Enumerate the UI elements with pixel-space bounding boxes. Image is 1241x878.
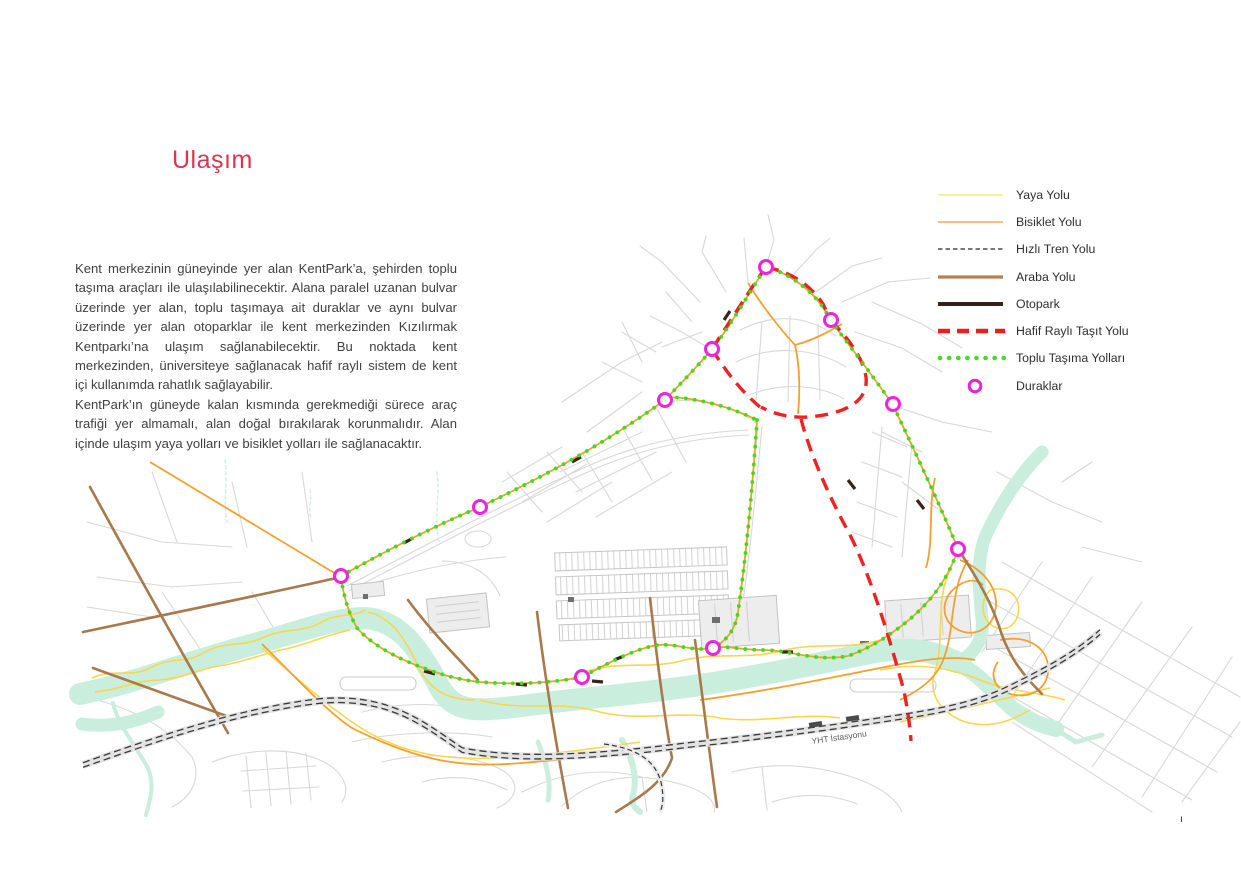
legend-item-duraklar xyxy=(935,372,1175,399)
legend-item-hizli-tren xyxy=(935,236,1175,263)
stop-marker xyxy=(659,394,672,407)
legend-item-otopark xyxy=(935,290,1175,317)
legend-item-hafif-rayli xyxy=(935,317,1175,344)
legend-item-araba-yolu xyxy=(935,263,1175,290)
stop-marker xyxy=(760,261,773,274)
bicycle-line-icon xyxy=(935,214,1007,230)
pedestrian-line-icon xyxy=(935,187,1007,203)
rail-dashed-line-icon xyxy=(935,241,1007,257)
legend-label: Bisiklet Yolu xyxy=(1016,214,1082,229)
stop-marker xyxy=(335,570,348,583)
intro-paragraph-1: Kent merkezinin güneyinde yer alan KentPark’a, şehirden toplu taşıma araçları ile ulaşılabilinecektir. Alana paralel uzanan bulvar üzerinde yer alan, toplu taşımaya ait duraklar ve aynı bulvar üzerinde yer alan otoparklar ile kent merkezinden Kızılırmak Kentparkı’na ulaşım sağlanabilecektir. Bu noktada kent merkezinden, üniversiteye sağlanacak hafif raylı sistem de kent içi kullanımda rahatlık sağlayabilir. xyxy=(75,261,457,393)
legend-item-bisiklet-yolu xyxy=(935,208,1175,235)
legend-item-yaya-yolu xyxy=(935,181,1175,208)
stop-marker xyxy=(576,671,589,684)
stop-marker xyxy=(825,314,838,327)
stop-marker xyxy=(887,398,900,411)
legend-label: Toplu Taşıma Yolları xyxy=(1016,351,1126,366)
station-label: YHT İstasyonu xyxy=(810,728,868,746)
light-rail-dashed-icon xyxy=(935,323,1007,339)
intro-paragraph-2: KentPark’ın güneyde kalan kısmında gerekmediği sürece araç trafiği yer almamalı, alan doğal bırakılarak korunmalıdır. Alan içinde ulaşım yaya yolları ve bisiklet yolları ile sağlanacaktır. xyxy=(75,396,457,451)
legend-label: Otopark xyxy=(1016,296,1060,311)
legend-label: Duraklar xyxy=(1016,378,1063,393)
stop-circle-icon xyxy=(935,378,1007,394)
page-title: Ulaşım xyxy=(172,146,253,174)
transit-dotted-icon xyxy=(935,350,1007,366)
intro-text xyxy=(75,259,457,453)
parking-line-icon xyxy=(935,296,1007,312)
legend-label: Hafif Raylı Taşıt Yolu xyxy=(1016,324,1129,339)
legend-label: Yaya Yolu xyxy=(1016,187,1070,202)
legend-label: Araba Yolu xyxy=(1016,269,1076,284)
stop-marker xyxy=(707,642,720,655)
stop-marker xyxy=(706,343,719,356)
stop-marker xyxy=(474,501,487,514)
legend-item-toplu-tasima xyxy=(935,345,1175,372)
stop-marker xyxy=(952,543,965,556)
page-mark: ı xyxy=(1180,814,1183,825)
legend-label: Hızlı Tren Yolu xyxy=(1016,242,1096,257)
car-road-line-icon xyxy=(935,269,1007,285)
buildings xyxy=(351,581,1030,649)
map-legend xyxy=(935,181,1175,399)
